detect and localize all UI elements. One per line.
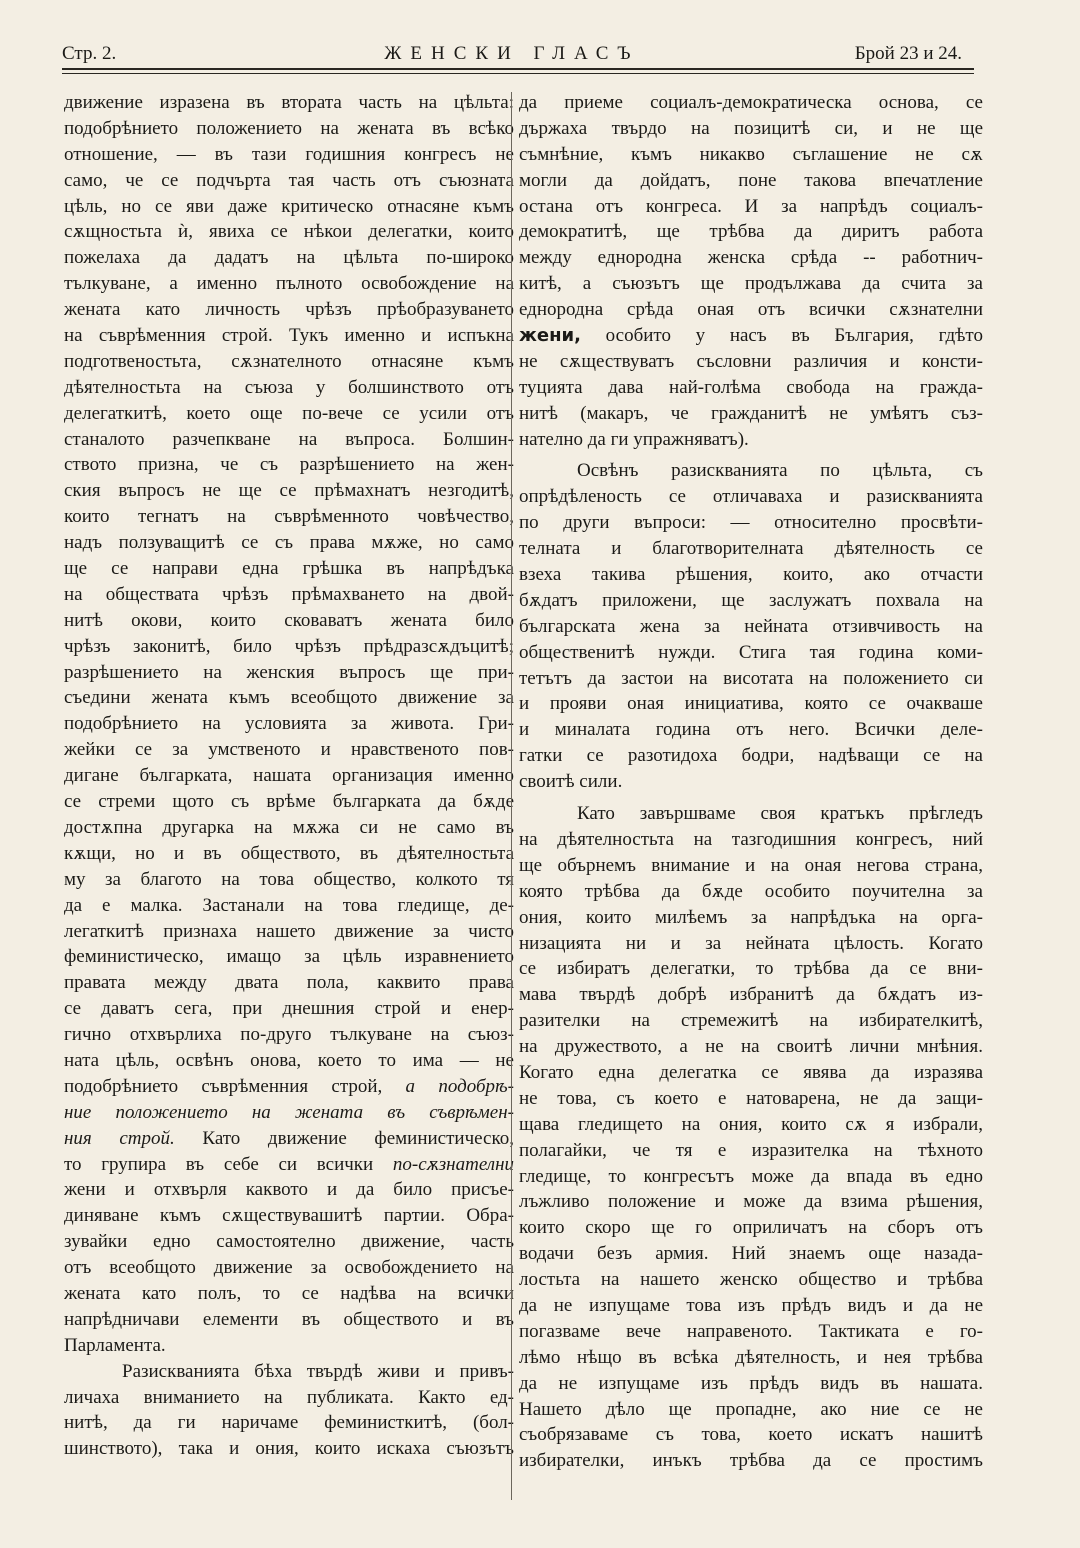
text-line <box>64 116 514 142</box>
text-line <box>64 893 514 919</box>
text-line <box>519 931 983 957</box>
line-text: ония, които милѣемъ за напрѣдъка на орга- <box>519 906 983 928</box>
line-text: надъ ползуващитѣ се съ права мѫже, но само <box>64 532 514 554</box>
line-text-continued: особито у насъ въ България, гдѣто <box>581 325 983 347</box>
line-text: тълкуване, а именно пълното освобождение на <box>64 273 514 295</box>
text-line <box>519 1215 983 1241</box>
line-text: феминистическо, имащо за цѣль изравнението <box>64 946 514 968</box>
line-text: да приеме социалъ-демократическа основа, се <box>519 92 983 113</box>
line-text: по други въпроси: — относително просвѣти- <box>519 512 983 534</box>
text-line <box>519 1345 983 1371</box>
text-line <box>519 1112 983 1138</box>
line-text: отношение, — въ тази годишния конгресъ не <box>64 143 514 165</box>
line-text: опрѣдѣленость се отличаваха и разискванията <box>519 486 983 508</box>
line-text: телната и благотворителната дѣятелность се <box>519 538 983 560</box>
line-text: диняване къмъ сѫществувашитѣ партии. Обра- <box>64 1205 514 1227</box>
line-text: дигане българката, нашата организация именно <box>64 765 514 787</box>
text-line <box>64 815 514 841</box>
line-text: съмнѣние, къмъ никакво съглашение не сѫ <box>519 143 983 165</box>
line-text: разителки на стремежитѣ на избирателкитѣ, <box>519 1010 983 1032</box>
line-text: пожелаха да дадатъ на цѣльта по-широко <box>64 247 514 269</box>
text-line <box>64 1074 514 1100</box>
line-text: взеха такива рѣшения, които, ако отчасти <box>519 564 983 586</box>
text-line <box>519 614 983 640</box>
line-text: могли да дойдатъ, поне такова впечатление <box>519 169 983 191</box>
text-line <box>519 1034 983 1060</box>
text-line <box>64 1359 514 1385</box>
text-line <box>519 982 983 1008</box>
line-text: съедини жената къмъ всеобщото движение за <box>64 687 514 709</box>
text-line <box>519 1138 983 1164</box>
line-text: правата между двата пола, каквито права <box>64 972 514 994</box>
text-line <box>519 1164 983 1190</box>
text-line <box>519 691 983 717</box>
bold-text: жени, <box>519 325 582 347</box>
text-line <box>64 867 514 893</box>
issue-number: Брой 23 и 24. <box>854 43 962 64</box>
line-text: да е малка. Застанали на това гледище, де- <box>64 894 514 916</box>
line-text: погазваме вече направеното. Тактиката е го- <box>519 1320 983 1342</box>
text-line <box>64 660 514 686</box>
text-line <box>519 1189 983 1215</box>
text-line <box>519 588 983 614</box>
line-text: гично отхвърлиха по-друго тълкуване на съюз- <box>64 1024 514 1046</box>
line-text: жената като личность чрѣзъ прѣобразуването <box>64 299 514 321</box>
line-text: жени и отхвърля каквото и да било присъе- <box>64 1179 514 1201</box>
line-text: ще се направи една грѣшка въ напрѣдъка <box>64 558 514 580</box>
text-line <box>519 1267 983 1293</box>
text-line <box>64 1229 514 1255</box>
line-text: своитѣ сили. <box>519 771 623 793</box>
text-line <box>519 219 983 245</box>
header-rule-thin <box>62 73 974 74</box>
text-line <box>519 1086 983 1112</box>
line-text: ще обърнемъ внимание и на оная негова страна, <box>519 854 983 876</box>
text-line <box>519 458 983 484</box>
line-text: личаха вниманието на публиката. Както ед- <box>64 1386 514 1408</box>
text-line <box>519 1241 983 1267</box>
text-line <box>519 1319 983 1345</box>
line-text: подготвеностьта, сѫзнателното отнасяне къмъ <box>64 350 514 372</box>
line-text: държаха твърдо на позицитѣ си, и не ще <box>519 117 983 139</box>
line-text: подобрѣнието съврѣменния строй, <box>64 1075 383 1097</box>
line-text: ството призна, че съ разрѣшението на жен- <box>64 454 514 476</box>
line-text: разрѣшението на женския въпросъ ще при- <box>64 661 514 683</box>
line-text: сѫщностьта ѝ, явиха се нѣкои делегатки, които <box>64 221 514 243</box>
running-header <box>62 36 962 70</box>
line-text: дѣятелностьта на съюза у болшинството отъ <box>64 376 514 398</box>
text-line <box>64 271 514 297</box>
text-line <box>519 1060 983 1086</box>
line-text: нателно да ги упражняватъ). <box>519 428 749 450</box>
text-line <box>64 737 514 763</box>
text-line <box>519 484 983 510</box>
text-line <box>519 349 983 375</box>
text-line <box>64 194 514 220</box>
line-text: чрѣзъ законитѣ, било чрѣзъ прѣдразсѫдъцитѣ; <box>64 635 514 657</box>
text-line <box>64 1022 514 1048</box>
line-text: бѫдатъ приложени, ще заслужатъ похвала на <box>519 589 983 611</box>
text-line <box>64 478 514 504</box>
line-text: ната цѣль, освѣнъ онова, което то има — не <box>64 1049 514 1071</box>
text-line <box>64 996 514 1022</box>
text-line <box>64 608 514 634</box>
line-text: цѣль, но се яви даже критическо отнасяне къмъ <box>64 195 514 217</box>
line-text: станалото разчепкване на въпроса. Болшин- <box>64 428 514 450</box>
text-line <box>64 90 514 116</box>
line-text: да не изпущаме изъ прѣдъ видъ въ нашата. <box>519 1372 983 1394</box>
text-line <box>64 582 514 608</box>
line-text: движение изразена въ втората часть на цѣльта: <box>64 92 514 113</box>
line-text: жената като полъ, то се надѣва на всички <box>64 1282 514 1304</box>
line-text: демократитѣ, ще трѣбва да диритъ работа <box>519 221 983 243</box>
line-text: Освѣнъ разискванията по цѣльта, съ <box>577 460 983 482</box>
line-text: делегаткитѣ, което още по-вече се усили отъ <box>64 402 514 424</box>
line-text: низацията ни и за нейната цѣлость. Когато <box>519 932 983 954</box>
text-line <box>64 763 514 789</box>
text-line <box>64 1385 514 1411</box>
line-text: които тегнатъ на съврѣменното човѣчество, <box>64 506 514 528</box>
text-line <box>519 142 983 168</box>
text-line <box>519 1293 983 1319</box>
line-text: кѫщи, но и въ обществото, въ дѣятелностьта <box>64 842 514 864</box>
text-line <box>64 1203 514 1229</box>
text-line <box>519 510 983 536</box>
line-text: Нашето дѣло ще пропадне, ако ние се не <box>519 1398 983 1420</box>
text-line <box>519 297 983 323</box>
text-line <box>64 1048 514 1074</box>
line-text: еднородна срѣда оная отъ всички сѫзнателни <box>519 299 983 321</box>
text-line <box>64 711 514 737</box>
column-divider <box>511 92 512 1500</box>
line-text: гатки се разотидоха бодри, надѣващи се на <box>519 745 983 767</box>
line-text: се избиратъ делегатки, то трѣбва да се вни- <box>519 958 983 980</box>
text-line <box>519 194 983 220</box>
text-line <box>64 168 514 194</box>
line-text: на дружеството, а не на своитѣ лични мнѣния. <box>519 1036 983 1058</box>
line-text: която трѣбва да бѫде особито поучителна за <box>519 880 983 902</box>
text-line <box>64 685 514 711</box>
line-text: Като завършваме своя кратъкъ прѣгледъ <box>577 803 983 825</box>
line-text: лостьта на нашето женско общество и трѣбва <box>519 1269 983 1291</box>
text-line <box>64 1100 514 1126</box>
italic-text: а подобрѣ- <box>382 1075 514 1097</box>
line-text: лъжливо положение и може да взима рѣшения, <box>519 1191 983 1213</box>
line-text: му за благото на това общество, колкото тя <box>64 868 514 890</box>
line-text: нитѣ, да ги наричаме феминисткитѣ, (бол- <box>64 1412 514 1434</box>
line-text: китѣ, а съюзътъ ще продължава да счита за <box>519 273 983 295</box>
text-line <box>64 1436 514 1462</box>
text-line <box>64 452 514 478</box>
line-text: то групира въ себе си всички <box>64 1153 374 1175</box>
line-text: българската жена за нейната отзивчивость на <box>519 615 983 637</box>
italic-text: ния строй. <box>64 1127 175 1149</box>
text-line <box>64 375 514 401</box>
line-text: не сѫществуватъ съсловни различия и консти- <box>519 350 983 372</box>
line-text: зувайки едно самостоятелно движение, часть <box>64 1231 514 1253</box>
line-text: се стреми щото съ врѣме българката да бѫде <box>64 791 514 813</box>
text-line <box>519 853 983 879</box>
text-line <box>64 349 514 375</box>
text-line <box>64 919 514 945</box>
text-line <box>519 116 983 142</box>
text-line <box>519 323 983 349</box>
text-line <box>519 1422 983 1448</box>
line-text: достѫпна другарка на мѫжа си не само въ <box>64 816 514 838</box>
line-text: ския въпросъ не ще се прѣмахнатъ незгодитѣ, <box>64 480 514 502</box>
line-text: напрѣдничави елементи въ обществото и въ <box>64 1308 514 1330</box>
text-line <box>64 1410 514 1436</box>
line-text: подобрѣнието положението на жената въ всѣко <box>64 117 514 139</box>
line-text: да не изпущаме това изъ прѣдъ видъ и да не <box>519 1294 983 1316</box>
text-line <box>64 1333 514 1359</box>
line-text: се даватъ сега, при днешния строй и енер- <box>64 998 514 1020</box>
line-text: Когато една делегатка се явява да изразява <box>519 1061 983 1083</box>
line-text: отъ всеобщото движение за освобождението на <box>64 1257 514 1279</box>
line-text: Парламента. <box>64 1334 166 1356</box>
line-text: нитѣ (макаръ, че гражданитѣ не умѣятъ съз- <box>519 402 983 424</box>
line-text: на дѣятелностьта на тазгодишния конгресъ, ний <box>519 828 983 850</box>
page-number: Стр. 2. <box>62 43 117 64</box>
line-text: туцията дава най-голѣма свобода на гражда- <box>519 376 983 398</box>
text-line <box>64 556 514 582</box>
text-line <box>519 536 983 562</box>
text-line <box>64 1152 514 1178</box>
text-line <box>64 323 514 349</box>
line-text: остана отъ конгреса. И за напрѣдъ социалъ- <box>519 195 983 217</box>
text-line <box>519 245 983 271</box>
line-text: нитѣ окови, които сковаватъ жената било <box>64 609 514 631</box>
text-line <box>64 401 514 427</box>
text-line <box>519 827 983 853</box>
text-line <box>64 427 514 453</box>
line-text: само, че се подчърта тая часть отъ съюзната <box>64 169 514 191</box>
line-text: на обществата чрѣзъ прѣмахването на двой- <box>64 583 514 605</box>
text-line <box>64 245 514 271</box>
text-line <box>519 562 983 588</box>
line-text: и прояви оная инициатива, която се очакваше <box>519 693 983 715</box>
text-line <box>64 504 514 530</box>
text-line <box>64 1177 514 1203</box>
text-line <box>64 297 514 323</box>
text-line <box>519 717 983 743</box>
line-text: шинството), така и ония, които искаха съюзътъ <box>64 1438 514 1460</box>
line-text: водачи безъ армия. Ний знаемъ още назада- <box>519 1243 983 1265</box>
italic-text: ние положението на жената въ съврѣмен- <box>64 1101 514 1123</box>
text-line <box>64 841 514 867</box>
text-line <box>64 970 514 996</box>
text-line <box>64 1281 514 1307</box>
line-text: щава гледището на ония, които сѫ я избрали, <box>519 1113 983 1135</box>
text-line <box>519 879 983 905</box>
line-text: тетътъ да застои на висотата на положението си <box>519 667 983 689</box>
text-line <box>64 944 514 970</box>
text-line <box>64 789 514 815</box>
line-text: които скоро ще го оприличатъ на сборъ отъ <box>519 1217 983 1239</box>
text-line <box>519 401 983 427</box>
italic-text: по-сѫзнателни <box>373 1153 514 1175</box>
line-text: жейки се за умственото и нравственото пов- <box>64 739 514 761</box>
text-line <box>519 1008 983 1034</box>
text-line <box>519 905 983 931</box>
line-text: избирателки, инъкъ трѣбва да се простимъ <box>519 1450 983 1472</box>
line-text: на съврѣменния строй. Тукъ именно и испъкна <box>64 325 514 347</box>
text-line <box>519 1371 983 1397</box>
line-text: и миналата година отъ него. Всички деле- <box>519 719 983 741</box>
line-text: Разискванията бѣха твърдѣ живи и привъ- <box>122 1360 514 1382</box>
text-line <box>519 1448 983 1474</box>
line-text: общественитѣ нужди. Стига тая година коми- <box>519 641 983 663</box>
text-line <box>519 427 983 453</box>
line-text: между еднородна женска срѣда -- работнич- <box>519 247 983 269</box>
text-line <box>519 375 983 401</box>
line-text-continued: Като движение феминистическо, <box>174 1127 514 1149</box>
text-line <box>519 90 983 116</box>
text-line <box>64 634 514 660</box>
line-text: не това, съ което е натоварена, не да защи- <box>519 1087 983 1109</box>
line-text: мава твърдѣ добрѣ избранитѣ да бѫдатъ из- <box>519 984 983 1006</box>
text-line <box>64 142 514 168</box>
line-text: полагайки, че тя е изразителка на тѣхното <box>519 1139 983 1161</box>
right-column <box>519 90 983 1474</box>
text-line <box>519 743 983 769</box>
text-line <box>519 271 983 297</box>
text-line <box>64 530 514 556</box>
text-line <box>64 1255 514 1281</box>
left-column <box>64 90 514 1462</box>
text-line <box>519 956 983 982</box>
text-line <box>519 168 983 194</box>
text-line <box>519 769 983 795</box>
line-text: съобрязаваме съ това, което искатъ нашитѣ <box>519 1424 983 1446</box>
text-line <box>519 1397 983 1423</box>
text-line <box>519 801 983 827</box>
text-line <box>64 1126 514 1152</box>
text-line <box>519 640 983 666</box>
text-line <box>519 666 983 692</box>
line-text: гледище, то конгресътъ може да впада въ едно <box>519 1165 983 1187</box>
line-text: лѣмо нѣщо въ всѣка дѣятелность, и нея трѣбва <box>519 1346 983 1368</box>
line-text: легаткитѣ признаха нашето движение за чисто <box>64 920 514 942</box>
text-line <box>64 1307 514 1333</box>
header-rule <box>62 68 974 70</box>
text-line <box>64 219 514 245</box>
journal-title: ЖЕНСКИ ГЛАСЪ <box>384 43 640 64</box>
line-text: подобрѣнието на условията за живота. Гри- <box>64 713 514 735</box>
